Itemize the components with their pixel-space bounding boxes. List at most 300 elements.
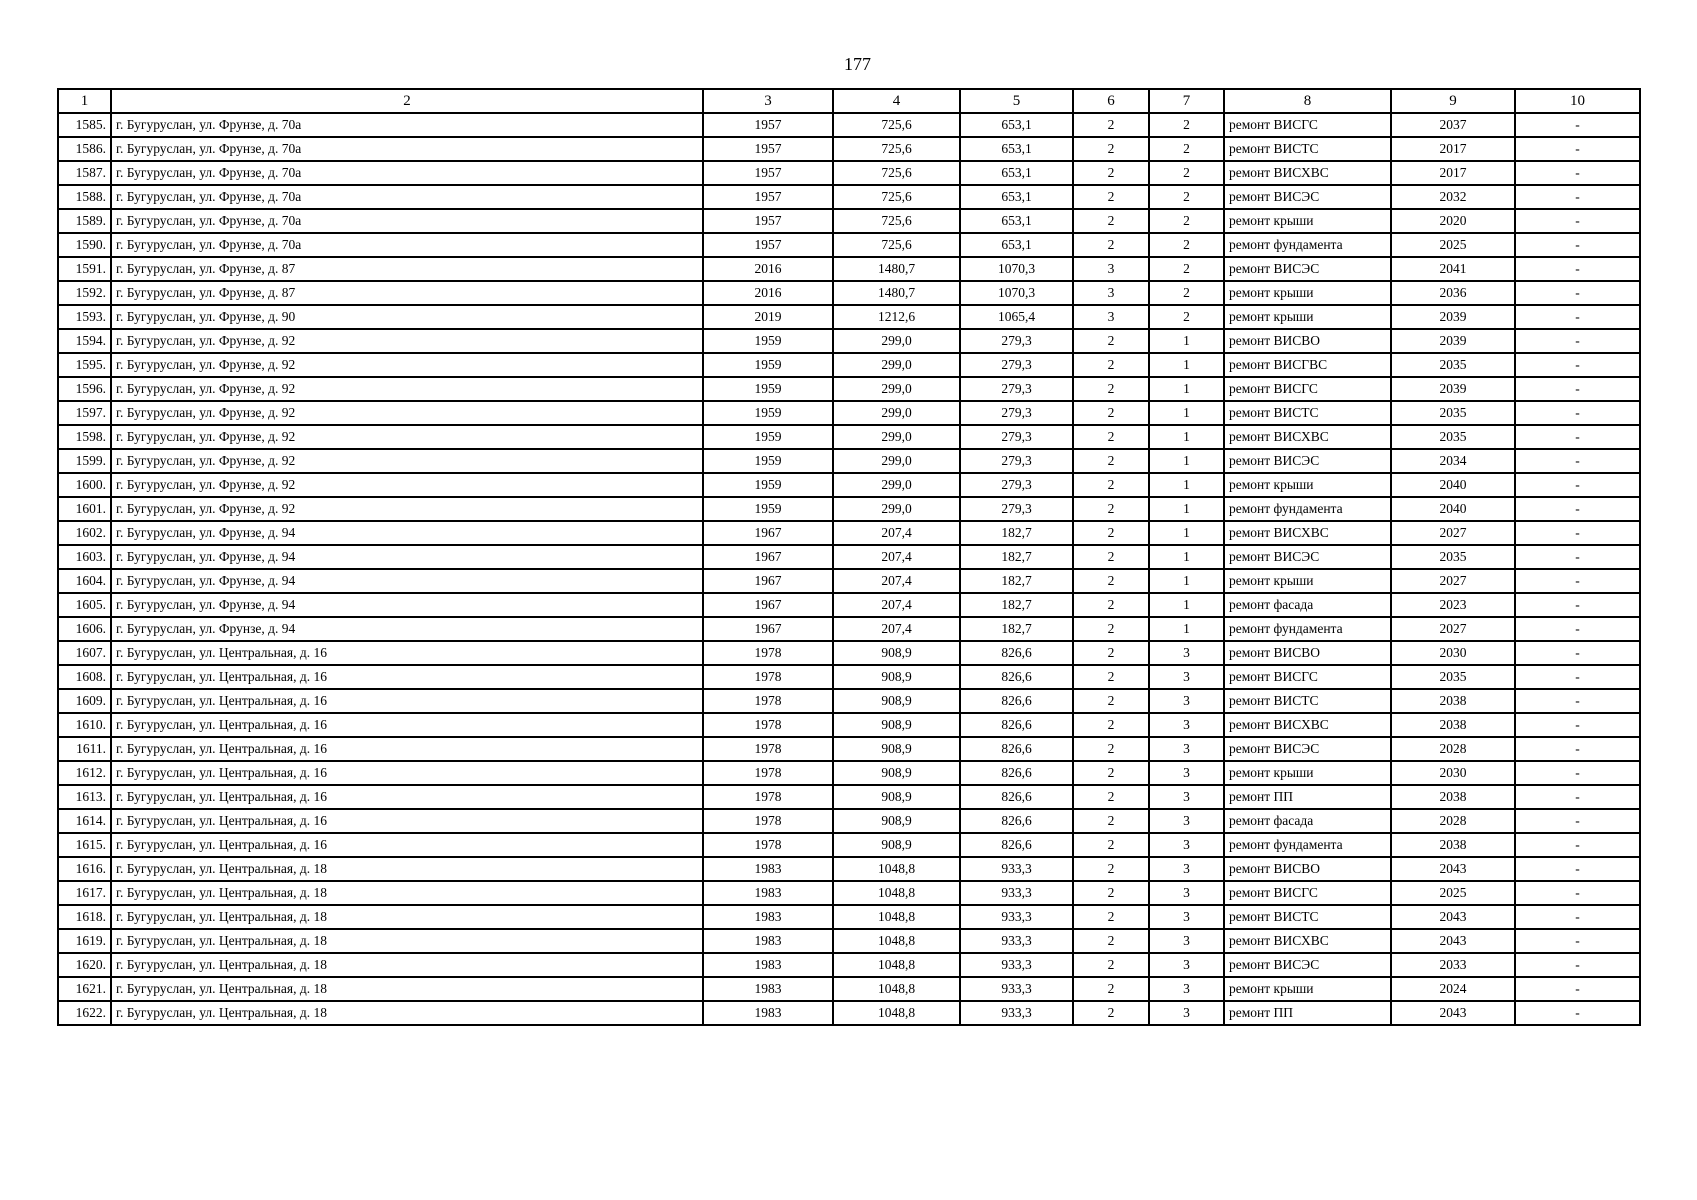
cell-note: - (1515, 449, 1640, 473)
cell-work-type: ремонт ПП (1224, 785, 1391, 809)
cell-row-number: 1603. (58, 545, 111, 569)
cell-living-area: 279,3 (960, 449, 1073, 473)
cell-address: г. Бугуруслан, ул. Центральная, д. 16 (111, 809, 703, 833)
cell-entrances: 3 (1149, 905, 1224, 929)
cell-work-type: ремонт ВИСТС (1224, 689, 1391, 713)
cell-year-built: 1978 (703, 641, 833, 665)
cell-row-number: 1595. (58, 353, 111, 377)
cell-living-area: 826,6 (960, 785, 1073, 809)
cell-note: - (1515, 545, 1640, 569)
table-row (58, 737, 1640, 761)
cell-row-number: 1620. (58, 953, 111, 977)
cell-note: - (1515, 329, 1640, 353)
cell-year-built: 1957 (703, 161, 833, 185)
column-header-5: 5 (960, 89, 1073, 113)
cell-planned-year: 2039 (1391, 377, 1515, 401)
cell-entrances: 1 (1149, 521, 1224, 545)
table-row (58, 329, 1640, 353)
cell-work-type: ремонт крыши (1224, 281, 1391, 305)
cell-year-built: 1959 (703, 329, 833, 353)
column-header-2: 2 (111, 89, 703, 113)
cell-total-area: 908,9 (833, 809, 960, 833)
cell-entrances: 3 (1149, 977, 1224, 1001)
cell-total-area: 725,6 (833, 233, 960, 257)
cell-entrances: 3 (1149, 929, 1224, 953)
cell-floors: 2 (1073, 137, 1149, 161)
cell-planned-year: 2039 (1391, 305, 1515, 329)
cell-living-area: 933,3 (960, 977, 1073, 1001)
cell-entrances: 1 (1149, 473, 1224, 497)
table-row (58, 377, 1640, 401)
cell-floors: 2 (1073, 977, 1149, 1001)
cell-floors: 2 (1073, 233, 1149, 257)
cell-planned-year: 2023 (1391, 593, 1515, 617)
cell-note: - (1515, 1001, 1640, 1025)
cell-planned-year: 2025 (1391, 881, 1515, 905)
cell-living-area: 279,3 (960, 425, 1073, 449)
cell-note: - (1515, 185, 1640, 209)
cell-floors: 2 (1073, 353, 1149, 377)
cell-row-number: 1588. (58, 185, 111, 209)
table-row (58, 257, 1640, 281)
cell-entrances: 3 (1149, 857, 1224, 881)
cell-total-area: 908,9 (833, 713, 960, 737)
cell-year-built: 1983 (703, 905, 833, 929)
cell-planned-year: 2028 (1391, 737, 1515, 761)
cell-year-built: 1978 (703, 761, 833, 785)
cell-address: г. Бугуруслан, ул. Фрунзе, д. 94 (111, 617, 703, 641)
cell-year-built: 1983 (703, 857, 833, 881)
cell-planned-year: 2039 (1391, 329, 1515, 353)
cell-row-number: 1592. (58, 281, 111, 305)
cell-planned-year: 2036 (1391, 281, 1515, 305)
cell-total-area: 207,4 (833, 521, 960, 545)
cell-note: - (1515, 953, 1640, 977)
cell-work-type: ремонт ВИСХВС (1224, 425, 1391, 449)
cell-address: г. Бугуруслан, ул. Фрунзе, д. 94 (111, 593, 703, 617)
cell-total-area: 1048,8 (833, 881, 960, 905)
cell-address: г. Бугуруслан, ул. Центральная, д. 18 (111, 953, 703, 977)
page-number: 177 (844, 54, 871, 74)
cell-living-area: 653,1 (960, 113, 1073, 137)
cell-entrances: 2 (1149, 305, 1224, 329)
column-header-9: 9 (1391, 89, 1515, 113)
cell-living-area: 182,7 (960, 617, 1073, 641)
cell-total-area: 1212,6 (833, 305, 960, 329)
cell-work-type: ремонт ВИСЭС (1224, 257, 1391, 281)
cell-address: г. Бугуруслан, ул. Фрунзе, д. 70а (111, 113, 703, 137)
cell-planned-year: 2030 (1391, 761, 1515, 785)
cell-row-number: 1619. (58, 929, 111, 953)
table-body (58, 113, 1640, 1025)
cell-year-built: 1959 (703, 353, 833, 377)
cell-row-number: 1590. (58, 233, 111, 257)
table-row (58, 713, 1640, 737)
cell-planned-year: 2035 (1391, 401, 1515, 425)
cell-total-area: 908,9 (833, 641, 960, 665)
cell-living-area: 933,3 (960, 905, 1073, 929)
cell-work-type: ремонт ВИСХВС (1224, 929, 1391, 953)
cell-planned-year: 2043 (1391, 857, 1515, 881)
cell-row-number: 1594. (58, 329, 111, 353)
cell-planned-year: 2035 (1391, 353, 1515, 377)
cell-total-area: 1048,8 (833, 977, 960, 1001)
cell-year-built: 1978 (703, 785, 833, 809)
cell-row-number: 1589. (58, 209, 111, 233)
cell-floors: 3 (1073, 257, 1149, 281)
cell-address: г. Бугуруслан, ул. Центральная, д. 16 (111, 785, 703, 809)
cell-floors: 2 (1073, 1001, 1149, 1025)
cell-total-area: 908,9 (833, 737, 960, 761)
cell-entrances: 1 (1149, 545, 1224, 569)
table-row (58, 281, 1640, 305)
cell-work-type: ремонт ВИСТС (1224, 137, 1391, 161)
cell-total-area: 1048,8 (833, 953, 960, 977)
cell-year-built: 2016 (703, 281, 833, 305)
cell-work-type: ремонт ВИСГС (1224, 377, 1391, 401)
cell-total-area: 908,9 (833, 833, 960, 857)
cell-entrances: 3 (1149, 881, 1224, 905)
cell-floors: 2 (1073, 497, 1149, 521)
cell-row-number: 1600. (58, 473, 111, 497)
cell-work-type: ремонт фундамента (1224, 833, 1391, 857)
cell-total-area: 299,0 (833, 497, 960, 521)
table-row (58, 185, 1640, 209)
cell-note: - (1515, 113, 1640, 137)
cell-total-area: 908,9 (833, 665, 960, 689)
cell-total-area: 207,4 (833, 617, 960, 641)
cell-entrances: 3 (1149, 953, 1224, 977)
cell-total-area: 299,0 (833, 353, 960, 377)
table-row (58, 353, 1640, 377)
cell-note: - (1515, 425, 1640, 449)
cell-living-area: 1065,4 (960, 305, 1073, 329)
cell-address: г. Бугуруслан, ул. Фрунзе, д. 94 (111, 569, 703, 593)
cell-note: - (1515, 569, 1640, 593)
cell-planned-year: 2024 (1391, 977, 1515, 1001)
cell-address: г. Бугуруслан, ул. Центральная, д. 16 (111, 761, 703, 785)
cell-address: г. Бугуруслан, ул. Центральная, д. 18 (111, 905, 703, 929)
cell-floors: 2 (1073, 569, 1149, 593)
cell-address: г. Бугуруслан, ул. Фрунзе, д. 92 (111, 377, 703, 401)
cell-year-built: 1959 (703, 449, 833, 473)
cell-planned-year: 2034 (1391, 449, 1515, 473)
cell-year-built: 1978 (703, 689, 833, 713)
table-row (58, 473, 1640, 497)
cell-total-area: 207,4 (833, 593, 960, 617)
cell-planned-year: 2033 (1391, 953, 1515, 977)
table-row (58, 665, 1640, 689)
table-row (58, 977, 1640, 1001)
cell-note: - (1515, 977, 1640, 1001)
cell-living-area: 826,6 (960, 737, 1073, 761)
cell-floors: 2 (1073, 881, 1149, 905)
cell-floors: 2 (1073, 641, 1149, 665)
cell-floors: 2 (1073, 185, 1149, 209)
cell-address: г. Бугуруслан, ул. Центральная, д. 16 (111, 689, 703, 713)
cell-row-number: 1596. (58, 377, 111, 401)
cell-entrances: 3 (1149, 737, 1224, 761)
cell-work-type: ремонт крыши (1224, 473, 1391, 497)
cell-total-area: 299,0 (833, 425, 960, 449)
cell-total-area: 207,4 (833, 569, 960, 593)
cell-total-area: 299,0 (833, 449, 960, 473)
cell-planned-year: 2027 (1391, 521, 1515, 545)
cell-work-type: ремонт ВИСЭС (1224, 185, 1391, 209)
cell-work-type: ремонт ВИСГС (1224, 881, 1391, 905)
cell-note: - (1515, 641, 1640, 665)
cell-work-type: ремонт фундамента (1224, 497, 1391, 521)
cell-address: г. Бугуруслан, ул. Центральная, д. 18 (111, 977, 703, 1001)
cell-address: г. Бугуруслан, ул. Фрунзе, д. 92 (111, 329, 703, 353)
cell-address: г. Бугуруслан, ул. Фрунзе, д. 92 (111, 473, 703, 497)
cell-address: г. Бугуруслан, ул. Фрунзе, д. 92 (111, 353, 703, 377)
column-header-3: 3 (703, 89, 833, 113)
cell-work-type: ремонт крыши (1224, 977, 1391, 1001)
cell-address: г. Бугуруслан, ул. Фрунзе, д. 70а (111, 209, 703, 233)
cell-living-area: 279,3 (960, 377, 1073, 401)
cell-year-built: 1967 (703, 593, 833, 617)
cell-row-number: 1599. (58, 449, 111, 473)
cell-total-area: 908,9 (833, 761, 960, 785)
cell-floors: 3 (1073, 305, 1149, 329)
cell-floors: 2 (1073, 521, 1149, 545)
cell-entrances: 3 (1149, 665, 1224, 689)
cell-total-area: 1048,8 (833, 857, 960, 881)
cell-floors: 2 (1073, 377, 1149, 401)
cell-living-area: 933,3 (960, 929, 1073, 953)
cell-floors: 2 (1073, 833, 1149, 857)
cell-entrances: 3 (1149, 641, 1224, 665)
cell-address: г. Бугуруслан, ул. Центральная, д. 18 (111, 929, 703, 953)
table-row (58, 641, 1640, 665)
cell-address: г. Бугуруслан, ул. Центральная, д. 18 (111, 881, 703, 905)
cell-row-number: 1591. (58, 257, 111, 281)
cell-living-area: 279,3 (960, 497, 1073, 521)
cell-note: - (1515, 713, 1640, 737)
cell-row-number: 1606. (58, 617, 111, 641)
cell-address: г. Бугуруслан, ул. Центральная, д. 16 (111, 833, 703, 857)
cell-work-type: ремонт фасада (1224, 593, 1391, 617)
cell-row-number: 1610. (58, 713, 111, 737)
cell-living-area: 182,7 (960, 545, 1073, 569)
cell-work-type: ремонт ВИСГС (1224, 113, 1391, 137)
cell-work-type: ремонт крыши (1224, 305, 1391, 329)
cell-note: - (1515, 473, 1640, 497)
cell-floors: 2 (1073, 425, 1149, 449)
column-header-10: 10 (1515, 89, 1640, 113)
cell-living-area: 933,3 (960, 881, 1073, 905)
cell-work-type: ремонт ВИСЭС (1224, 737, 1391, 761)
cell-planned-year: 2040 (1391, 473, 1515, 497)
cell-living-area: 826,6 (960, 641, 1073, 665)
cell-note: - (1515, 857, 1640, 881)
cell-work-type: ремонт ВИСТС (1224, 401, 1391, 425)
cell-floors: 2 (1073, 329, 1149, 353)
cell-floors: 2 (1073, 473, 1149, 497)
cell-address: г. Бугуруслан, ул. Фрунзе, д. 70а (111, 185, 703, 209)
cell-total-area: 725,6 (833, 209, 960, 233)
cell-total-area: 725,6 (833, 137, 960, 161)
cell-year-built: 1983 (703, 1001, 833, 1025)
cell-year-built: 1957 (703, 233, 833, 257)
table-row (58, 305, 1640, 329)
cell-floors: 2 (1073, 809, 1149, 833)
table-row (58, 137, 1640, 161)
cell-living-area: 826,6 (960, 761, 1073, 785)
table-row (58, 617, 1640, 641)
cell-note: - (1515, 353, 1640, 377)
cell-note: - (1515, 665, 1640, 689)
cell-total-area: 207,4 (833, 545, 960, 569)
cell-address: г. Бугуруслан, ул. Фрунзе, д. 92 (111, 497, 703, 521)
cell-address: г. Бугуруслан, ул. Фрунзе, д. 70а (111, 137, 703, 161)
cell-floors: 2 (1073, 209, 1149, 233)
cell-work-type: ремонт ВИСХВС (1224, 161, 1391, 185)
table-row (58, 929, 1640, 953)
cell-total-area: 725,6 (833, 113, 960, 137)
cell-year-built: 1959 (703, 473, 833, 497)
cell-living-area: 653,1 (960, 185, 1073, 209)
cell-address: г. Бугуруслан, ул. Центральная, д. 16 (111, 737, 703, 761)
cell-living-area: 279,3 (960, 353, 1073, 377)
cell-address: г. Бугуруслан, ул. Центральная, д. 16 (111, 641, 703, 665)
cell-living-area: 1070,3 (960, 257, 1073, 281)
cell-total-area: 1048,8 (833, 1001, 960, 1025)
table-row (58, 521, 1640, 545)
cell-address: г. Бугуруслан, ул. Фрунзе, д. 94 (111, 545, 703, 569)
cell-work-type: ремонт фундамента (1224, 617, 1391, 641)
cell-living-area: 279,3 (960, 473, 1073, 497)
cell-total-area: 1048,8 (833, 929, 960, 953)
cell-entrances: 3 (1149, 785, 1224, 809)
cell-note: - (1515, 737, 1640, 761)
table-header-row (58, 89, 1640, 113)
table-row (58, 113, 1640, 137)
column-header-7: 7 (1149, 89, 1224, 113)
cell-work-type: ремонт крыши (1224, 569, 1391, 593)
cell-living-area: 653,1 (960, 209, 1073, 233)
cell-address: г. Бугуруслан, ул. Фрунзе, д. 94 (111, 521, 703, 545)
cell-planned-year: 2032 (1391, 185, 1515, 209)
cell-address: г. Бугуруслан, ул. Фрунзе, д. 92 (111, 401, 703, 425)
cell-note: - (1515, 401, 1640, 425)
cell-note: - (1515, 161, 1640, 185)
column-header-4: 4 (833, 89, 960, 113)
cell-note: - (1515, 137, 1640, 161)
cell-row-number: 1618. (58, 905, 111, 929)
cell-year-built: 1978 (703, 713, 833, 737)
cell-work-type: ремонт ВИСХВС (1224, 713, 1391, 737)
cell-floors: 2 (1073, 737, 1149, 761)
cell-work-type: ремонт ВИСТС (1224, 905, 1391, 929)
cell-floors: 2 (1073, 449, 1149, 473)
cell-year-built: 1978 (703, 833, 833, 857)
cell-note: - (1515, 281, 1640, 305)
cell-entrances: 2 (1149, 209, 1224, 233)
cell-row-number: 1609. (58, 689, 111, 713)
cell-address: г. Бугуруслан, ул. Центральная, д. 18 (111, 1001, 703, 1025)
cell-floors: 2 (1073, 545, 1149, 569)
column-header-1: 1 (58, 89, 111, 113)
cell-planned-year: 2027 (1391, 569, 1515, 593)
cell-row-number: 1587. (58, 161, 111, 185)
cell-year-built: 1957 (703, 137, 833, 161)
cell-total-area: 725,6 (833, 185, 960, 209)
cell-row-number: 1605. (58, 593, 111, 617)
cell-floors: 2 (1073, 905, 1149, 929)
cell-planned-year: 2043 (1391, 905, 1515, 929)
cell-note: - (1515, 881, 1640, 905)
cell-planned-year: 2030 (1391, 641, 1515, 665)
cell-planned-year: 2038 (1391, 785, 1515, 809)
cell-total-area: 299,0 (833, 473, 960, 497)
cell-entrances: 2 (1149, 137, 1224, 161)
table-row (58, 953, 1640, 977)
cell-work-type: ремонт ВИСВО (1224, 857, 1391, 881)
cell-entrances: 2 (1149, 185, 1224, 209)
cell-row-number: 1607. (58, 641, 111, 665)
table-row (58, 425, 1640, 449)
cell-address: г. Бугуруслан, ул. Центральная, д. 16 (111, 713, 703, 737)
cell-note: - (1515, 305, 1640, 329)
cell-entrances: 3 (1149, 761, 1224, 785)
cell-floors: 2 (1073, 953, 1149, 977)
cell-work-type: ремонт фасада (1224, 809, 1391, 833)
cell-note: - (1515, 521, 1640, 545)
cell-living-area: 933,3 (960, 1001, 1073, 1025)
cell-floors: 2 (1073, 593, 1149, 617)
cell-work-type: ремонт ВИСВО (1224, 641, 1391, 665)
cell-note: - (1515, 257, 1640, 281)
cell-floors: 2 (1073, 761, 1149, 785)
cell-entrances: 1 (1149, 497, 1224, 521)
cell-planned-year: 2037 (1391, 113, 1515, 137)
cell-living-area: 182,7 (960, 521, 1073, 545)
table-row (58, 881, 1640, 905)
table-row (58, 545, 1640, 569)
cell-row-number: 1586. (58, 137, 111, 161)
cell-note: - (1515, 233, 1640, 257)
cell-living-area: 1070,3 (960, 281, 1073, 305)
cell-total-area: 725,6 (833, 161, 960, 185)
cell-entrances: 1 (1149, 593, 1224, 617)
cell-address: г. Бугуруслан, ул. Центральная, д. 16 (111, 665, 703, 689)
cell-entrances: 1 (1149, 569, 1224, 593)
cell-address: г. Бугуруслан, ул. Фрунзе, д. 70а (111, 161, 703, 185)
cell-year-built: 1957 (703, 185, 833, 209)
cell-year-built: 2016 (703, 257, 833, 281)
cell-row-number: 1601. (58, 497, 111, 521)
cell-floors: 2 (1073, 665, 1149, 689)
cell-note: - (1515, 617, 1640, 641)
cell-living-area: 826,6 (960, 833, 1073, 857)
cell-total-area: 299,0 (833, 329, 960, 353)
cell-work-type: ремонт ВИСЭС (1224, 953, 1391, 977)
cell-entrances: 1 (1149, 449, 1224, 473)
cell-year-built: 1983 (703, 881, 833, 905)
cell-living-area: 653,1 (960, 233, 1073, 257)
cell-row-number: 1597. (58, 401, 111, 425)
cell-row-number: 1617. (58, 881, 111, 905)
cell-row-number: 1593. (58, 305, 111, 329)
cell-row-number: 1613. (58, 785, 111, 809)
cell-total-area: 1480,7 (833, 281, 960, 305)
cell-note: - (1515, 377, 1640, 401)
cell-year-built: 1959 (703, 401, 833, 425)
cell-floors: 2 (1073, 617, 1149, 641)
cell-living-area: 933,3 (960, 953, 1073, 977)
